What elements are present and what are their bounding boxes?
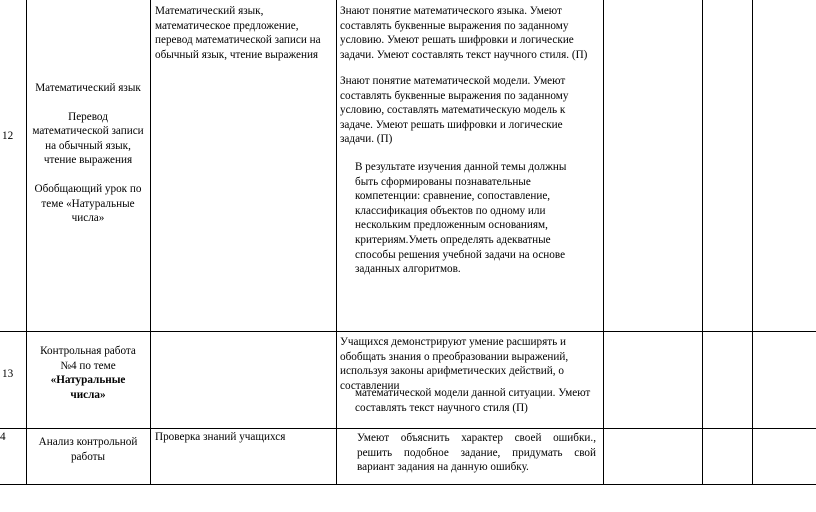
row-13-results-2 (355, 386, 598, 415)
col-border-4 (603, 0, 604, 485)
row-border-3 (0, 484, 816, 485)
lesson-number: 4 (0, 431, 6, 443)
topic-line: Обобщающий урок по теме «Натуральные числа» (34, 182, 142, 225)
row-12-topic (30, 81, 146, 226)
row-12-results-3 (355, 160, 573, 277)
result-paragraph: В результате изучения данной темы должны быть сформированы познавательные компетенции: сравнение, сопоставление, классификация объектов по одному или нескольким предложенным основаниям, критериям.Уметь определять адекватные способы решения учебной задачи на основе заданных алгоритмов. (355, 161, 567, 276)
row-12-results-2 (340, 74, 598, 147)
col-border-5 (702, 0, 703, 485)
col-border-2 (150, 0, 151, 485)
result-paragraph: Умеют объяснить характер своей ошибки., решить подобное задание, придумать свой вариант задания на данную ошибку. (357, 432, 596, 474)
result-paragraph: Знают понятие математической модели. Умеют составлять буквенные выражения по заданному условию, составлять математическую модель к задаче. Умеют решать шифровки и логические задачи. (П) (340, 75, 569, 146)
row-13-topic (34, 344, 142, 402)
col-border-3 (336, 0, 337, 485)
topic-text: Анализ контрольной работы (38, 436, 138, 463)
row-12-content (155, 4, 333, 62)
lesson-number: 13 (2, 368, 14, 380)
topic-line: Математический язык (35, 82, 141, 94)
row-border-2 (0, 428, 816, 429)
content-text: Проверка знаний учащихся (155, 431, 286, 443)
topic-line: Перевод математической записи на обычный язык, чтение выражения (32, 110, 144, 167)
result-paragraph: Учащихся демонстрируют умение расширять и обобщать знания о преобразовании выражений, используя законы арифметических действий, о составлении (340, 336, 569, 392)
topic-bold-line: «Натуральные числа» (50, 374, 126, 401)
col-border-1 (26, 0, 27, 485)
topic-line: Контрольная работа №4 по теме (40, 345, 136, 372)
content-text: Математический язык, математическое предложение, перевод математической записи на обычный язык, чтение выражения (155, 5, 321, 61)
row-4-number (0, 430, 22, 445)
col-border-6 (752, 0, 753, 485)
row-13-results (340, 335, 598, 393)
row-4-content (155, 430, 333, 445)
result-paragraph: математической модели данной ситуации. Умеют составлять текст научного стиля (П) (355, 387, 591, 414)
lesson-number: 12 (2, 130, 14, 142)
row-4-results (357, 431, 596, 475)
row-4-topic (34, 435, 142, 464)
row-border-1 (0, 331, 816, 332)
row-13-number (2, 367, 24, 382)
row-12-results (340, 4, 598, 62)
result-paragraph: Знают понятие математического языка. Умеют составлять буквенные выражения по заданному условию. Умеют решать шифровки и логические задачи. Умеют составлять текст научного стиля. (П) (340, 5, 588, 61)
row-12-number (2, 129, 24, 144)
